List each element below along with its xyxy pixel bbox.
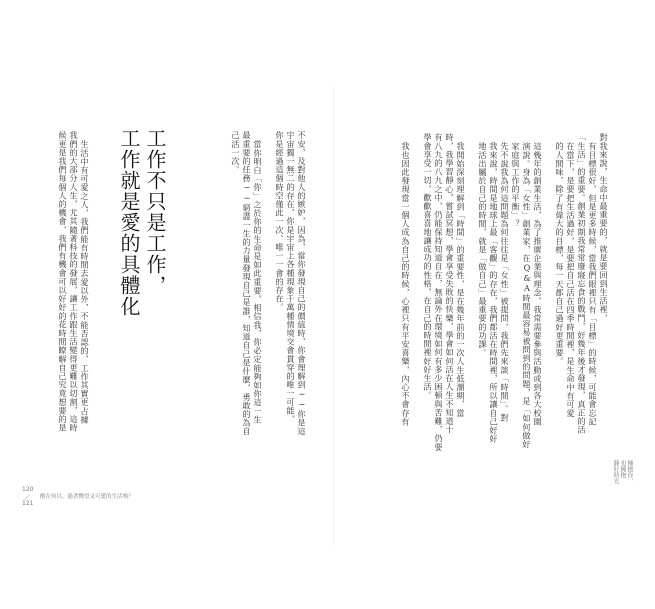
- right-page-column: 有八九的八九之中，仍能保持知道自在，無論外在環境如何有多少困頓與苦難，仍要: [434, 133, 444, 452]
- right-page-column: 有目標很好，但是更多時候，當我們眼裡只有「目標」的時候，可能會忘記: [588, 142, 598, 426]
- page-number: 121: [22, 500, 34, 507]
- right-page-column: 地活出屬於自己的時間，就是「做自己」最重要的功課。: [478, 142, 488, 357]
- section-heading-line: 工作不只是工作，: [143, 128, 167, 296]
- right-page-column: 這幾年的創業生活，為了推廣企業與理念，我常需要參與活動或到各大校園: [533, 142, 543, 426]
- right-page-column: 演說。身為「女性」創業家，在Q&A時間最容易被問到的問題，是「如何做好: [522, 142, 532, 449]
- left-page-column: 最重要的任務──窮盡一生的力量發現自己是誰，知道自己是什麼，勇敢的為自: [242, 131, 252, 436]
- right-page-column: 的人間味，除了有偉大的目標，每一天都自己過好更重要。: [555, 142, 565, 366]
- right-page-column: 時，我學習靜心，嘗試冥想，學會享受失敗的快樂，學會如何活在人生不知道十: [445, 133, 455, 434]
- section-heading-line: 工作就是愛的具體化: [117, 128, 141, 317]
- page-number: 120: [22, 486, 34, 493]
- right-page-column: 我也因此發現當一個人成為自己的時候，心裡只有平安喜樂，內心不會存有: [401, 142, 411, 426]
- running-title-line: 也擁抱: [619, 460, 626, 478]
- book-spread: [6, 6, 649, 603]
- right-page-column: 家庭與工作的平衡」？: [511, 142, 521, 228]
- right-page-column: 學會享受一切，歡歡喜喜地讓成功的性格，在自己的時間裡好好生活。: [423, 133, 433, 400]
- gutter: [333, 86, 334, 546]
- left-page-column: 你是經過這個時空僅此一次、唯一一會的存在。: [275, 131, 285, 312]
- right-page-column: 對我來說，生命中最重要的，就是要回到生活裡，: [599, 133, 609, 323]
- running-title-line: 擁抱你，: [626, 460, 633, 484]
- left-page-column: 生活中有可愛之人，我們能有時間去愛以外，不能否認的，工作其實更占據: [80, 140, 90, 424]
- running-title-line: 靜好時光: [612, 460, 619, 484]
- right-page-column: 先不說我為何這問題為何往往是「女性」被提問，我們先來談「時間」。對: [500, 142, 510, 422]
- left-page-column: 己活一次。: [231, 131, 241, 174]
- left-page-column: 宇宙獨一無二的存在，你是宇宙上各種現象千萬種情境交會貫穿的唯一可能，: [286, 131, 296, 424]
- running-head: 醒在何以，過著嚮望又可愛的生活嗎？: [40, 494, 134, 500]
- right-page-column: 我開始深刻理解到「時間」的重要性，是在幾年前的一次人生低潮期，當: [456, 142, 466, 418]
- page-number-separator: ／: [24, 495, 31, 502]
- left-page-column: 候更是我們每個人的機會，我們有機會可以好好的花時間瞭解自己究竟想要的是: [58, 131, 68, 432]
- left-page-column: 我們的大部分人生，尤其隨著科技的發展，讓工作跟生活變得更難以切割，這時: [69, 131, 79, 432]
- left-page-column: 當你明白「你」之於你的生命是如此重要，相信我，你必定能夠如你這一生: [253, 140, 263, 424]
- right-page-column: 「生活」的重要。創業初期我常常廢寢忘食的戰鬥，好幾年後才發現，真正的活: [577, 133, 587, 434]
- left-page-column: 不安，及對他人的嫉妒，因為，當你發現自己的價值時，你會理解到──你是這: [297, 131, 307, 436]
- right-page-column: 在當下，是要把生活過好，是要把自己活在四季時間裡，是生命中有可愛: [566, 142, 576, 418]
- right-page-column: 我來說，時間是地球上最「客觀」的存在，我們都活在時間裡，所以讓自己好好: [489, 142, 499, 443]
